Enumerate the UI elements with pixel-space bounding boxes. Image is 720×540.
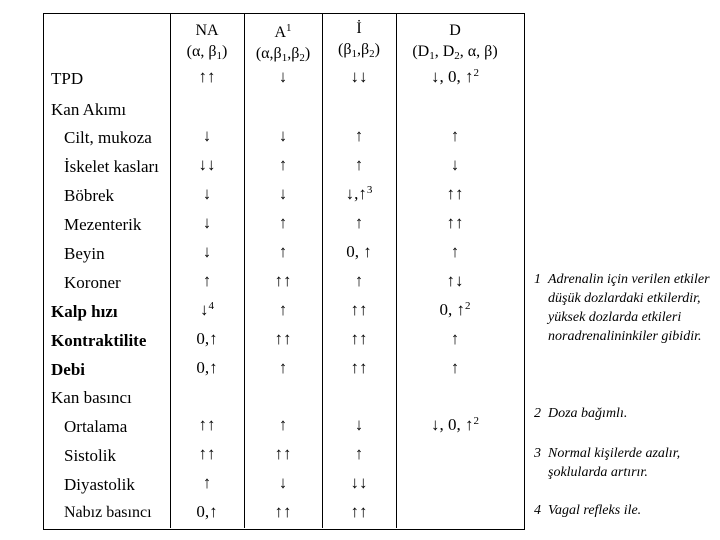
header-i: İ $(\beta_1,\beta_2)$ [338, 20, 380, 60]
cell-tpd-a: ↓ [278, 67, 288, 86]
cell-beyin-i: 0, ↑ [346, 242, 372, 261]
cell-beyin-a: ↑ [278, 242, 288, 261]
row-label-sistolik: Sistolik [64, 446, 116, 465]
cell-cilt-na: ↓ [202, 126, 212, 145]
cell-koroner-a: ↑↑ [274, 271, 292, 290]
cell-iskelet-na: ↓↓ [198, 155, 216, 174]
cell-tpd-d: ↓, 0, ↑$^2$ [431, 67, 479, 86]
cell-mezenterik-a: ↑ [278, 213, 288, 232]
cell-nabiz-a: ↑↑ [274, 502, 292, 521]
cell-kalp-hizi-a: ↑ [278, 300, 288, 319]
cell-kontraktilite-a: ↑↑ [274, 329, 292, 348]
cell-tpd-na: ↑↑ [198, 67, 216, 86]
cell-mezenterik-na: ↓ [202, 213, 212, 232]
cell-diyastolik-a: ↓ [278, 473, 288, 492]
row-label-cilt: Cilt, mukoza [64, 128, 152, 147]
row-label-tpd: TPD [51, 69, 84, 88]
row-label-iskelet: İskelet kasları [64, 157, 159, 176]
row-label-beyin: Beyin [64, 244, 105, 263]
cell-kontraktilite-d: ↑ [450, 329, 460, 348]
cell-koroner-i: ↑ [354, 271, 364, 290]
cell-debi-i: ↑↑ [350, 358, 368, 377]
cell-ortalama-a: ↑ [278, 415, 288, 434]
cell-ortalama-d: ↓, 0, ↑$^2$ [431, 415, 479, 434]
cell-diyastolik-i: ↓↓ [350, 473, 368, 492]
cell-koroner-na: ↑ [202, 271, 212, 290]
cell-kontraktilite-i: ↑↑ [350, 329, 368, 348]
cell-iskelet-d: ↓ [450, 155, 460, 174]
cell-kalp-hizi-na: ↓$^4$ [200, 300, 214, 319]
cell-kalp-hizi-d: 0, ↑$^2$ [439, 300, 471, 319]
row-label-kontraktilite: Kontraktilite [51, 331, 147, 350]
cell-bobrek-na: ↓ [202, 184, 212, 203]
cell-ortalama-i: ↓ [354, 415, 364, 434]
cell-bobrek-i: ↓,↑$^3$ [345, 184, 373, 203]
row-label-debi: Debi [51, 360, 85, 379]
column-divider [396, 13, 397, 528]
cell-tpd-i: ↓↓ [350, 67, 368, 86]
cell-kontraktilite-na: 0,↑ [196, 329, 218, 348]
header-a: $A^1$ $(\alpha,\beta_1,\beta_2)$ [255, 22, 311, 64]
cell-sistolik-a: ↑↑ [274, 444, 292, 463]
header-d: D ($D_1$, $D_2$, α, β) [412, 22, 498, 62]
section-kan-basinci: Kan basıncı [51, 388, 132, 407]
column-divider [170, 13, 171, 528]
cell-koroner-d: ↑↓ [446, 271, 464, 290]
cell-debi-d: ↑ [450, 358, 460, 377]
cell-debi-na: 0,↑ [196, 358, 218, 377]
row-label-nabiz: Nabız basıncı [64, 504, 152, 521]
cell-mezenterik-i: ↑ [354, 213, 364, 232]
cell-beyin-d: ↑ [450, 242, 460, 261]
cell-sistolik-i: ↑ [354, 444, 364, 463]
row-label-kalp-hizi: Kalp hızı [51, 302, 118, 321]
cell-iskelet-i: ↑ [354, 155, 364, 174]
row-label-koroner: Koroner [64, 273, 121, 292]
section-kan-akimi: Kan Akımı [51, 100, 127, 119]
cell-nabiz-i: ↑↑ [350, 502, 368, 521]
cell-nabiz-na: 0,↑ [196, 502, 218, 521]
cell-mezenterik-d: ↑↑ [446, 213, 464, 232]
row-label-mezenterik: Mezenterik [64, 215, 142, 234]
cell-cilt-a: ↓ [278, 126, 288, 145]
cell-cilt-i: ↑ [354, 126, 364, 145]
cell-diyastolik-na: ↑ [202, 473, 212, 492]
cell-bobrek-a: ↓ [278, 184, 288, 203]
cell-cilt-d: ↑ [450, 126, 460, 145]
row-label-bobrek: Böbrek [64, 186, 115, 205]
header-na: NA (α, $\beta_1$) [186, 22, 228, 62]
cell-debi-a: ↑ [278, 358, 288, 377]
cell-sistolik-na: ↑↑ [198, 444, 216, 463]
cell-kalp-hizi-i: ↑↑ [350, 300, 368, 319]
column-divider [322, 13, 323, 528]
cell-ortalama-na: ↑↑ [198, 415, 216, 434]
column-divider [244, 13, 245, 528]
cell-bobrek-d: ↑↑ [446, 184, 464, 203]
cell-beyin-na: ↓ [202, 242, 212, 261]
row-label-diyastolik: Diyastolik [64, 475, 135, 494]
cell-iskelet-a: ↑ [278, 155, 288, 174]
row-label-ortalama: Ortalama [64, 417, 128, 436]
